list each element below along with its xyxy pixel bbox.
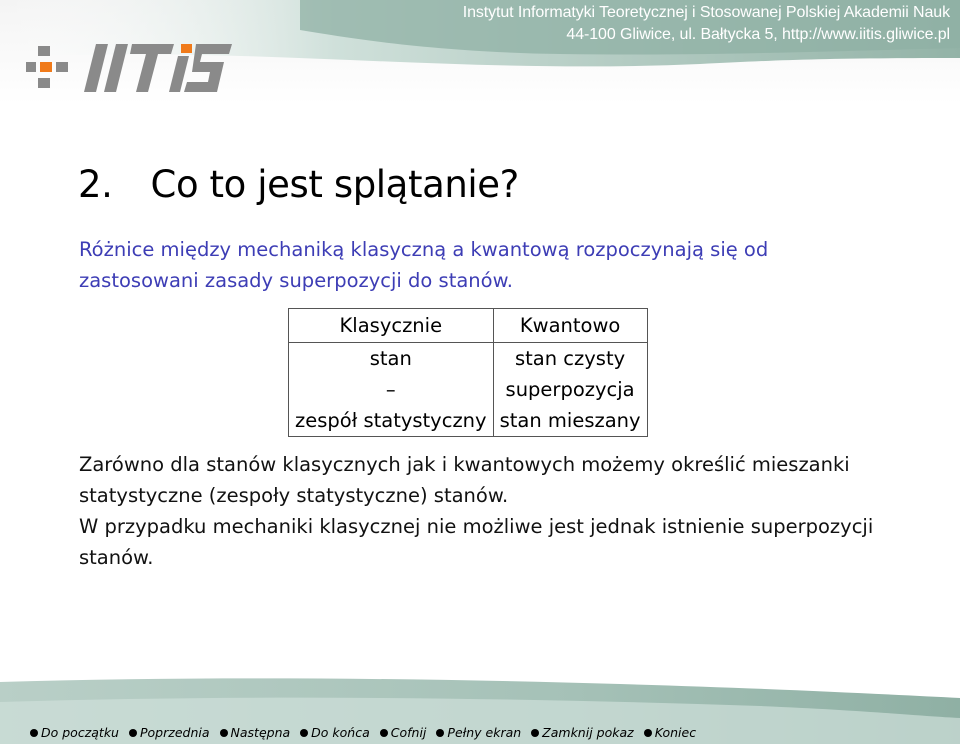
nav-previous[interactable] (129, 724, 210, 742)
cell-quantum: stan czysty (493, 343, 647, 375)
paragraph: W przypadku mechaniki klasycznej nie możliwe jest jednak istnienie superpozycji stanów. (79, 515, 874, 569)
nav-end[interactable] (644, 724, 696, 742)
slide-footer (0, 672, 960, 744)
table-row (289, 405, 648, 437)
nav-first[interactable] (30, 724, 119, 742)
nav-back[interactable] (380, 724, 427, 742)
nav-fullscreen[interactable] (436, 724, 521, 742)
cell-quantum: superpozycja (493, 374, 647, 405)
header-classical: Klasycznie (289, 309, 494, 343)
institute-name: Instytut Informatyki Teoretycznej i Stosowanej Polskiej Akademii Nauk (462, 4, 950, 21)
bullet-icon (380, 729, 388, 737)
bullet-icon (436, 729, 444, 737)
nav-label: Cofnij (390, 725, 427, 740)
nav-label: Następna (230, 725, 291, 740)
section-number: 2. (78, 163, 113, 206)
nav-next[interactable] (220, 724, 291, 742)
slide-title (78, 163, 519, 207)
table-row (289, 374, 648, 405)
nav-label: Zamknij pokaz (542, 725, 634, 740)
cell-classical: stan (369, 347, 412, 370)
cell-quantum: stan mieszany (493, 405, 647, 437)
bullet-icon (220, 729, 228, 737)
nav-label: Koniec (654, 725, 697, 740)
bullet-icon (300, 729, 308, 737)
intro-text: Różnice między mechaniką klasyczną a kwantową rozpoczynają się od zastosowani zasady superpozycji do stanów. (79, 238, 769, 292)
institute-info (463, 2, 950, 46)
header-quantum: Kwantowo (493, 309, 647, 343)
comparison-table (288, 308, 648, 437)
slide-header (0, 0, 960, 104)
nav-label: Do początku (41, 725, 119, 740)
nav-close-show[interactable] (531, 724, 634, 742)
title-text: Co to jest splątanie? (150, 163, 519, 206)
nav-label: Poprzednia (140, 725, 210, 740)
paragraph: Zarówno dla stanów klasycznych jak i kwantowych możemy określić mieszanki statystyczne (zespoły statystyczne) stanów. (79, 453, 850, 507)
table-row (289, 343, 648, 375)
nav-last[interactable] (300, 724, 370, 742)
cell-classical: – (385, 378, 396, 401)
institute-address: 44-100 Gliwice, ul. Bałtycka 5, http://www.iitis.gliwice.pl (566, 26, 950, 43)
nav-label: Do końca (311, 725, 370, 740)
bullet-icon (129, 729, 137, 737)
bullet-icon (30, 729, 38, 737)
cell-classical: zespół statystyczny (295, 409, 487, 432)
bullet-icon (644, 729, 652, 737)
navigation-bar (30, 724, 696, 742)
nav-label: Pełny ekran (447, 725, 522, 740)
iitis-logo (24, 40, 236, 100)
body-text (79, 449, 894, 573)
table-header-row (289, 309, 648, 343)
bullet-icon (531, 729, 539, 737)
